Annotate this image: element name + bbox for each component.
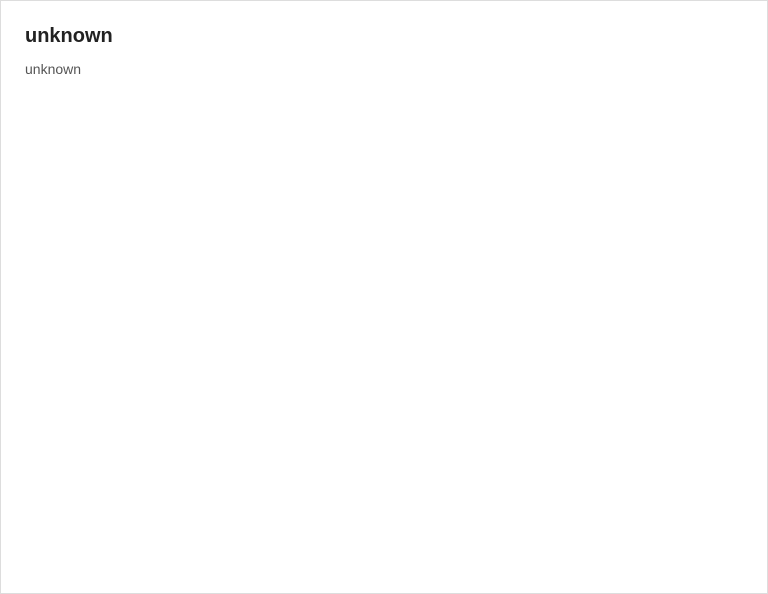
placeholder-note: unknown [25,61,82,77]
page-title: unknown [25,25,113,47]
